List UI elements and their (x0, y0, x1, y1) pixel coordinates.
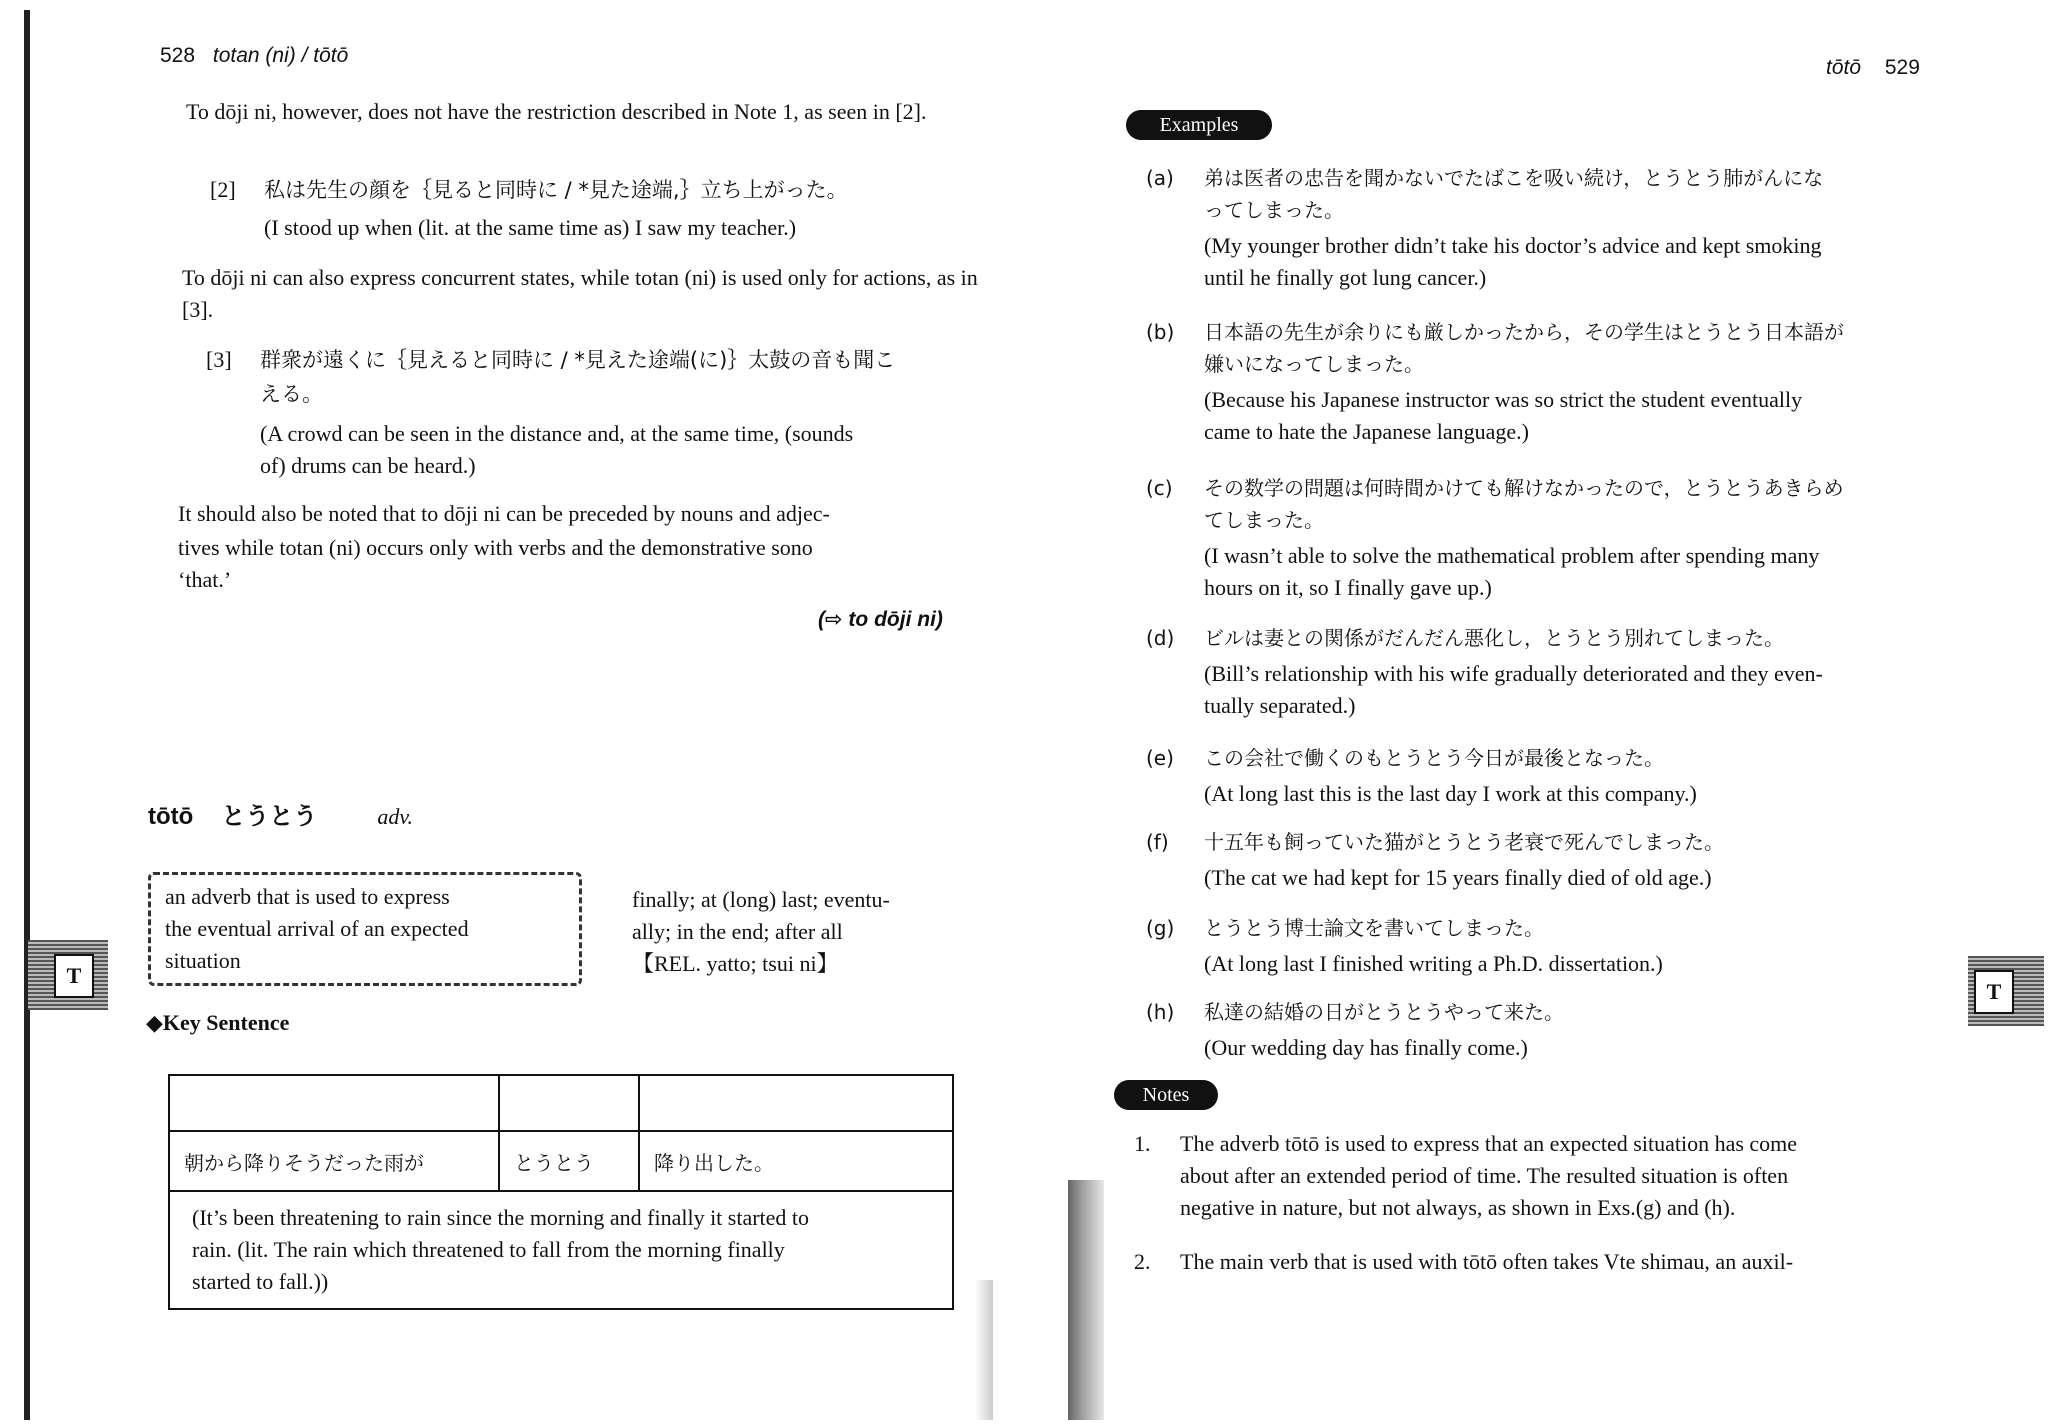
example-f: (f) 十五年も飼っていた猫がとうとう老衰で死んでしまった。 (The cat we had kept for 15 years finally died of old age.) (1146, 830, 1724, 890)
example-b: (b) 日本語の先生が余りにも厳しかったから，その学生はとうとう日本語が 嫌いになってしまった。 (Because his Japanese instructor was so strict the student eventually came to hate the Japanese language.) (1146, 320, 1844, 444)
gloss-line3: 【REL. yatto; tsui ni】 (632, 951, 839, 976)
paragraph-1: To dōji ni, however, does not have the restriction described in Note 1, as seen in [2]. (186, 99, 927, 124)
note-2: 2. The main verb that is used with tōtō often takes Vte shimau, an auxil- (1134, 1249, 1794, 1274)
ks-header-cell (169, 1075, 499, 1131)
example-h: (h) 私達の結婚の日がとうとうやって来た。 (Our wedding day has finally come.) (1146, 1000, 1564, 1060)
right-running-head: tōtō (1826, 56, 1862, 79)
gloss (632, 884, 890, 980)
entry-headword: tōtō (148, 803, 194, 830)
gloss-line1: finally; at (long) last; eventu- (632, 887, 890, 912)
gloss-line2: ally; in the end; after all (632, 919, 843, 944)
example-3-japanese-line1: 群衆が遠くに｛見えると同時に / *見えた途端(に)｝太鼓の音も聞こ (260, 348, 896, 372)
ks-translation-cell (169, 1191, 953, 1309)
ks-translation-line2: rain. (lit. The rain which threatened to fall from the morning finally (192, 1237, 785, 1262)
paragraph-3-line3: ‘that.’ (178, 567, 232, 592)
entry-kana: とうとう (221, 802, 318, 830)
ks-subject-cell: 朝から降りそうだった雨が (169, 1131, 499, 1191)
example-e: (e) この会社で働くのもとうとう今日が最後となった。 (At long last this is the last day I work at this company.) (1146, 746, 1697, 806)
note-1: 1. The adverb tōtō is used to express that an expected situation has come about after an extended period of time. The resulted situation is often negative in nature, but not always, as shown in Exs.(g) and (h). (1134, 1131, 1798, 1220)
ks-translation-line1: (It’s been threatening to rain since the morning and finally it started to (192, 1205, 810, 1230)
ks-translation-line3: started to fall.)) (192, 1269, 329, 1294)
example-a: (a) 弟は医者の忠告を聞かないでたばこを吸い続け，とうとう肺がんにな ってしまった。 (My younger brother didn’t take his doctor’s advice and kept smoking until he finally got lung cancer.) (1146, 166, 1824, 290)
definition-line1: an adverb that is used to express (165, 884, 450, 909)
definition-line2: the eventual arrival of an expected (165, 916, 469, 941)
example-3-number: [3] (206, 347, 232, 372)
example-2-translation: (I stood up when (lit. at the same time as) I saw my teacher.) (264, 215, 797, 240)
example-3-japanese-line2: える。 (260, 382, 323, 406)
binding-shadow-right (1068, 1180, 1104, 1420)
ks-adverb-cell: とうとう (499, 1131, 639, 1191)
paragraph-3-line1: It should also be noted that to dōji ni can be preceded by nouns and adjec- (178, 501, 830, 526)
right-page-header (1826, 56, 1920, 80)
binding-shadow-left (24, 10, 30, 1420)
side-tab-left: T (54, 954, 94, 998)
key-sentence-label: ◆Key Sentence (146, 1010, 290, 1035)
notes-label: Notes (1114, 1080, 1218, 1110)
paragraph-2: To dōji ni can also express concurrent states, while totan (ni) is used only for actions, as in [3]. (182, 265, 978, 322)
left-page-number: 528 (160, 44, 196, 67)
paragraph-3-line2: tives while totan (ni) occurs only with verbs and the demonstrative sono (178, 535, 813, 560)
entry-heading (148, 796, 413, 831)
right-page-number: 529 (1884, 56, 1920, 79)
ks-verb-cell: 降り出した。 (639, 1131, 953, 1191)
definition-box (148, 872, 582, 986)
example-g: (g) とうとう博士論文を書いてしまった。 (At long last I finished writing a Ph.D. dissertation.) (1146, 916, 1663, 976)
example-2-number: [2] (210, 177, 236, 202)
example-c: (c) その数学の問題は何時間かけても解けなかったので，とうとうあきらめ てしまった。 (I wasn’t able to solve the mathematical problem after spending many hours on it, so I finally gave up.) (1146, 476, 1844, 600)
left-page-header (160, 44, 348, 68)
example-3-translation-line1: (A crowd can be seen in the distance and, at the same time, (sounds (260, 421, 854, 446)
key-sentence-table (168, 1074, 954, 1310)
ks-header-cell (639, 1075, 953, 1131)
examples-label: Examples (1126, 110, 1272, 140)
entry-part-of-speech: adv. (377, 804, 413, 829)
example-3-translation-line2: of) drums can be heard.) (260, 453, 476, 478)
ks-header-cell (499, 1075, 639, 1131)
example-d: (d) ビルは妻との関係がだんだん悪化し，とうとう別れてしまった。 (Bill’s relationship with his wife gradually deteriorated and they even- tually separated.) (1146, 626, 1823, 718)
gutter-shadow (975, 1280, 993, 1420)
left-running-head: totan (ni) / tōtō (212, 44, 349, 67)
cross-reference: (⇨ to dōji ni) (818, 608, 943, 631)
definition-line3: situation (165, 948, 241, 973)
side-tab-right: T (1974, 970, 2014, 1014)
example-2-japanese: 私は先生の顔を｛見ると同時に / *見た途端,｝立ち上がった。 (264, 178, 848, 202)
